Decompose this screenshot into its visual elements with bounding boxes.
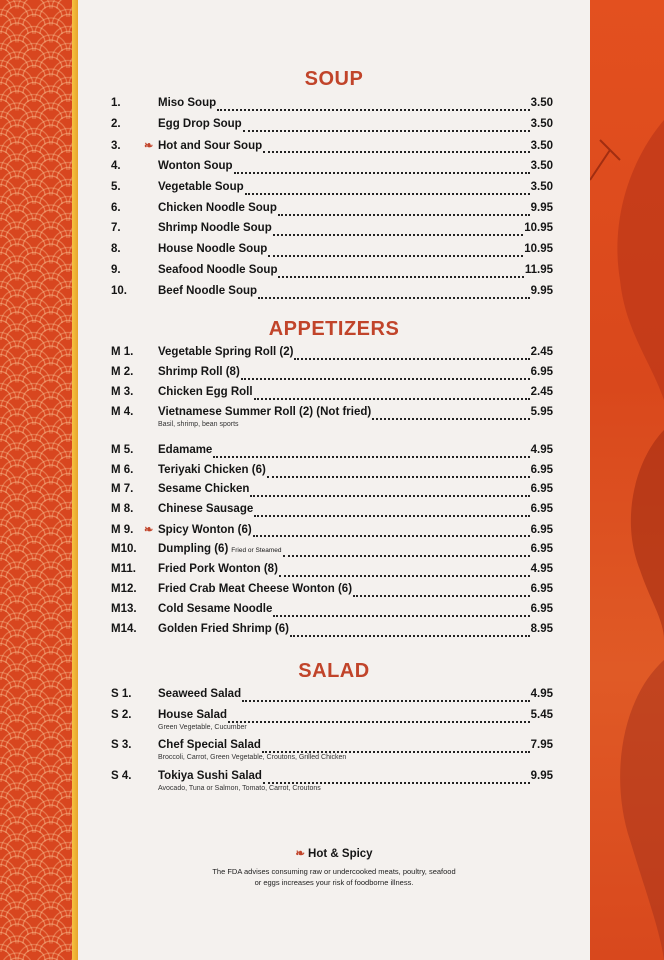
soup-menu-item bbox=[111, 97, 553, 116]
item-number: 10. bbox=[111, 285, 127, 298]
item-price: 6.95 bbox=[530, 483, 553, 496]
dot-leader bbox=[258, 296, 530, 299]
item-price: 11.95 bbox=[524, 264, 553, 277]
dot-leader bbox=[278, 275, 523, 278]
item-price: 9.95 bbox=[530, 769, 553, 782]
appetizers-section-title: APPETIZERS bbox=[268, 318, 400, 340]
item-number: M11. bbox=[111, 563, 136, 575]
soup-menu-item bbox=[111, 243, 553, 262]
fda-advisory-text: The FDA advises consuming raw or undercooked meats, poultry, seafood or eggs increases your risk of foodborne illness. bbox=[212, 867, 456, 887]
item-name: Vegetable Spring Roll (2) bbox=[158, 346, 294, 358]
soup-menu-item bbox=[111, 118, 553, 137]
item-name: Hot and Sour Soup bbox=[158, 139, 263, 152]
soup-menu-item bbox=[111, 181, 553, 200]
dot-leader bbox=[243, 129, 530, 132]
dot-leader bbox=[262, 750, 530, 753]
item-number: M13. bbox=[111, 602, 137, 615]
item-price: 6.95 bbox=[530, 365, 553, 378]
item-price: 5.45 bbox=[530, 708, 553, 721]
appetizers-menu-item bbox=[111, 583, 553, 602]
item-name: Dumpling (6) bbox=[158, 543, 229, 556]
dot-leader bbox=[253, 534, 530, 537]
item-number: M 6. bbox=[111, 463, 134, 476]
item-name: Chinese Sausage bbox=[158, 503, 254, 516]
item-price: 6.95 bbox=[530, 503, 553, 516]
item-number: M 2. bbox=[111, 365, 134, 378]
item-name: Fried Pork Wonton (8) bbox=[158, 563, 278, 575]
item-name: Egg Drop Soup bbox=[158, 117, 242, 130]
item-price: 8.95 bbox=[530, 622, 553, 635]
item-number: M10. bbox=[111, 543, 137, 556]
dot-leader bbox=[372, 417, 529, 420]
item-price: 7.95 bbox=[530, 739, 553, 751]
item-note: Fried or Steamed bbox=[231, 547, 282, 555]
warrior-illustration bbox=[590, 100, 664, 960]
appetizers-menu-item bbox=[111, 563, 553, 582]
soup-menu-item bbox=[111, 160, 553, 179]
item-description: Green Vegetable, Cucumber bbox=[158, 723, 247, 731]
item-number: M 3. bbox=[111, 385, 134, 398]
item-number: 9. bbox=[111, 264, 121, 277]
appetizers-menu-item bbox=[111, 444, 553, 463]
dot-leader bbox=[278, 213, 530, 216]
item-name: Shrimp Roll (8) bbox=[158, 365, 240, 378]
item-price: 6.95 bbox=[530, 463, 553, 476]
appetizers-menu-item bbox=[111, 603, 553, 622]
item-price: 4.95 bbox=[530, 443, 553, 456]
item-number: 7. bbox=[111, 222, 121, 235]
item-number: M 1. bbox=[111, 346, 134, 358]
dot-leader bbox=[279, 574, 530, 577]
appetizers-menu-item bbox=[111, 366, 553, 385]
item-number: 3. bbox=[111, 139, 121, 152]
appetizers-menu-item bbox=[111, 523, 553, 542]
item-price: 2.45 bbox=[530, 346, 553, 358]
item-name: Wonton Soup bbox=[158, 159, 233, 172]
soup-section-title: SOUP bbox=[304, 68, 364, 90]
item-number: 6. bbox=[111, 201, 121, 214]
item-name: House Salad bbox=[158, 708, 228, 721]
soup-menu-item bbox=[111, 139, 553, 158]
soup-menu-item bbox=[111, 285, 553, 304]
item-name: Chef Special Salad bbox=[158, 739, 261, 751]
item-price: 10.95 bbox=[524, 222, 553, 235]
dot-leader bbox=[213, 455, 529, 458]
dot-leader bbox=[228, 720, 530, 723]
soup-menu-item bbox=[111, 202, 553, 221]
item-number: M 4. bbox=[111, 405, 134, 418]
item-price: 3.50 bbox=[530, 139, 553, 152]
item-number: S 3. bbox=[111, 739, 132, 751]
dot-leader bbox=[273, 233, 523, 236]
spicy-pepper-icon: ❧ bbox=[144, 139, 154, 152]
item-price: 2.45 bbox=[530, 385, 553, 398]
dot-leader bbox=[263, 150, 529, 153]
dot-leader bbox=[254, 514, 529, 517]
item-price: 10.95 bbox=[524, 243, 553, 256]
item-name: Chicken Noodle Soup bbox=[158, 201, 277, 214]
item-description: Basil, shrimp, bean sports bbox=[158, 420, 239, 428]
item-number: M 9. bbox=[111, 524, 134, 537]
item-name: House Noodle Soup bbox=[158, 243, 268, 256]
item-price: 6.95 bbox=[530, 582, 553, 595]
appetizers-menu-item bbox=[111, 483, 553, 502]
item-number: S 4. bbox=[111, 769, 132, 782]
dot-leader bbox=[241, 377, 530, 380]
item-description: Avocado, Tuna or Salmon, Tomato, Carrot, Croutons bbox=[158, 784, 321, 792]
item-number: 1. bbox=[111, 97, 121, 109]
item-name: Sesame Chicken bbox=[158, 483, 250, 496]
appetizers-menu-item bbox=[111, 623, 553, 642]
dot-leader bbox=[353, 594, 530, 597]
salad-menu-item bbox=[111, 688, 553, 707]
dot-leader bbox=[234, 171, 530, 174]
appetizers-menu-item bbox=[111, 386, 553, 405]
item-price: 3.50 bbox=[530, 159, 553, 172]
salad-section-title: SALAD bbox=[298, 660, 370, 682]
dot-leader bbox=[267, 475, 530, 478]
item-number: S 1. bbox=[111, 688, 132, 700]
item-price: 6.95 bbox=[530, 543, 553, 556]
item-name: Spicy Wonton (6) bbox=[158, 524, 252, 537]
item-price: 5.95 bbox=[530, 405, 553, 418]
dot-leader bbox=[294, 357, 529, 360]
item-number: 8. bbox=[111, 243, 121, 256]
item-name: Tokiya Sushi Salad bbox=[158, 769, 262, 782]
item-number: S 2. bbox=[111, 708, 132, 721]
item-number: M 5. bbox=[111, 443, 134, 456]
dot-leader bbox=[268, 254, 523, 257]
item-name: Seaweed Salad bbox=[158, 688, 242, 700]
item-name: Edamame bbox=[158, 443, 213, 456]
item-price: 3.50 bbox=[530, 97, 553, 109]
appetizers-menu-item bbox=[111, 543, 553, 562]
item-price: 9.95 bbox=[530, 201, 553, 214]
legend-label: Hot & Spicy bbox=[308, 848, 373, 860]
item-price: 3.50 bbox=[530, 180, 553, 193]
hot-spicy-legend bbox=[78, 846, 590, 860]
item-name: Beef Noodle Soup bbox=[158, 285, 258, 298]
item-name: Vegetable Soup bbox=[158, 180, 244, 193]
item-price: 6.95 bbox=[530, 524, 553, 537]
spicy-pepper-icon: ❧ bbox=[144, 524, 154, 537]
item-price: 6.95 bbox=[530, 602, 553, 615]
dot-leader bbox=[273, 614, 529, 617]
item-name: Golden Fried Shrimp (6) bbox=[158, 622, 289, 635]
item-description: Broccoli, Carrot, Green Vegetable, Croutons, Grilled Chicken bbox=[158, 754, 347, 761]
item-name: Miso Soup bbox=[158, 97, 217, 109]
item-name: Shrimp Noodle Soup bbox=[158, 222, 272, 235]
appetizers-menu-item bbox=[111, 503, 553, 522]
menu-page bbox=[78, 0, 590, 960]
item-name: Fried Crab Meat Cheese Wonton (6) bbox=[158, 582, 353, 595]
dot-leader bbox=[254, 397, 530, 400]
item-name: Cold Sesame Noodle bbox=[158, 602, 273, 615]
dot-leader bbox=[242, 699, 530, 702]
dot-leader bbox=[245, 192, 530, 195]
item-name: Teriyaki Chicken (6) bbox=[158, 463, 266, 476]
left-wave-border bbox=[0, 0, 72, 960]
soup-menu-item bbox=[111, 264, 553, 283]
spicy-pepper-icon: ❧ bbox=[295, 848, 306, 860]
item-name: Seafood Noodle Soup bbox=[158, 264, 278, 277]
item-number: M 7. bbox=[111, 483, 134, 496]
item-price: 4.95 bbox=[530, 688, 553, 700]
soup-menu-item bbox=[111, 222, 553, 241]
item-number: M12. bbox=[111, 582, 137, 595]
dot-leader bbox=[283, 554, 530, 557]
item-price: 3.50 bbox=[530, 117, 553, 130]
appetizers-menu-item bbox=[111, 464, 553, 483]
item-number: 4. bbox=[111, 159, 121, 172]
dot-leader bbox=[263, 781, 530, 784]
item-number: M14. bbox=[111, 622, 137, 635]
dot-leader bbox=[250, 494, 529, 497]
item-price: 4.95 bbox=[530, 563, 553, 575]
appetizers-menu-item bbox=[111, 346, 553, 365]
dot-leader bbox=[290, 634, 530, 637]
item-name: Chicken Egg Roll bbox=[158, 385, 253, 398]
item-number: M 8. bbox=[111, 503, 134, 516]
item-name: Vietnamese Summer Roll (2) (Not fried) bbox=[158, 405, 372, 418]
item-price: 9.95 bbox=[530, 285, 553, 298]
item-number: 2. bbox=[111, 117, 121, 130]
dot-leader bbox=[217, 108, 529, 111]
item-number: 5. bbox=[111, 180, 121, 193]
